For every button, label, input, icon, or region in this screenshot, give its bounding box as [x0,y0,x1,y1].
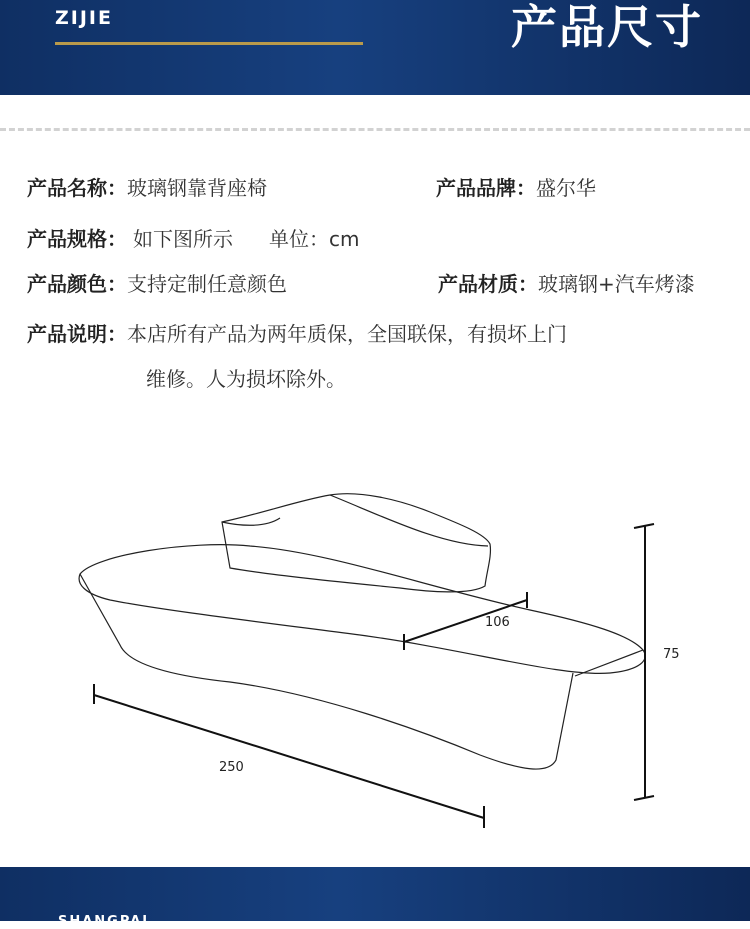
spec-description-cont [146,367,346,391]
spec-material-value: 玻璃钢+汽车烤漆 [538,272,695,296]
spec-brand-label: 产品品牌： [436,176,536,200]
spec-color [27,272,287,296]
spec-name [27,176,267,200]
spec-brand [436,176,596,200]
header-banner [0,0,750,95]
spec-color-label: 产品颜色： [27,272,127,296]
spec-desc-line1: 本店所有产品为两年质保，全国联保，有损坏上门 [127,322,567,346]
bench-top-surface [79,545,645,674]
spec-description [27,322,567,346]
backrest-top-curve [222,518,280,525]
bench-dimension-drawing [0,470,750,850]
brand-name: ZIJIE [55,7,113,29]
spec-name-value: 玻璃钢靠背座椅 [127,176,267,200]
spec-name-label: 产品名称： [27,176,127,200]
bench-sketch [79,494,645,769]
spec-size-label: 产品规格： [27,227,127,251]
spec-desc-label: 产品说明： [27,322,127,346]
spec-size-value: 如下图所示 [133,227,233,251]
spec-brand-value: 盛尔华 [536,176,596,200]
page-title: 产品尺寸 [511,0,703,54]
depth-value: 106 [485,615,510,630]
length-value: 250 [219,760,244,775]
dashed-separator [0,128,750,131]
bench-right-edge [575,650,643,676]
footer-text: SHANGPAI [58,914,150,929]
spec-color-value: 支持定制任意颜色 [127,272,287,296]
backrest-shape [222,494,490,592]
spec-material [438,272,695,296]
spec-desc-line2: 维修。人为损坏除外。 [146,367,346,391]
backrest-ridge [330,495,488,546]
spec-material-label: 产品材质： [438,272,538,296]
gold-divider [55,42,363,45]
height-value: 75 [663,647,680,662]
footer-banner [0,867,750,929]
spec-size [27,227,359,251]
spec-unit: 单位：cm [269,227,360,251]
length-dim-line [94,695,484,818]
